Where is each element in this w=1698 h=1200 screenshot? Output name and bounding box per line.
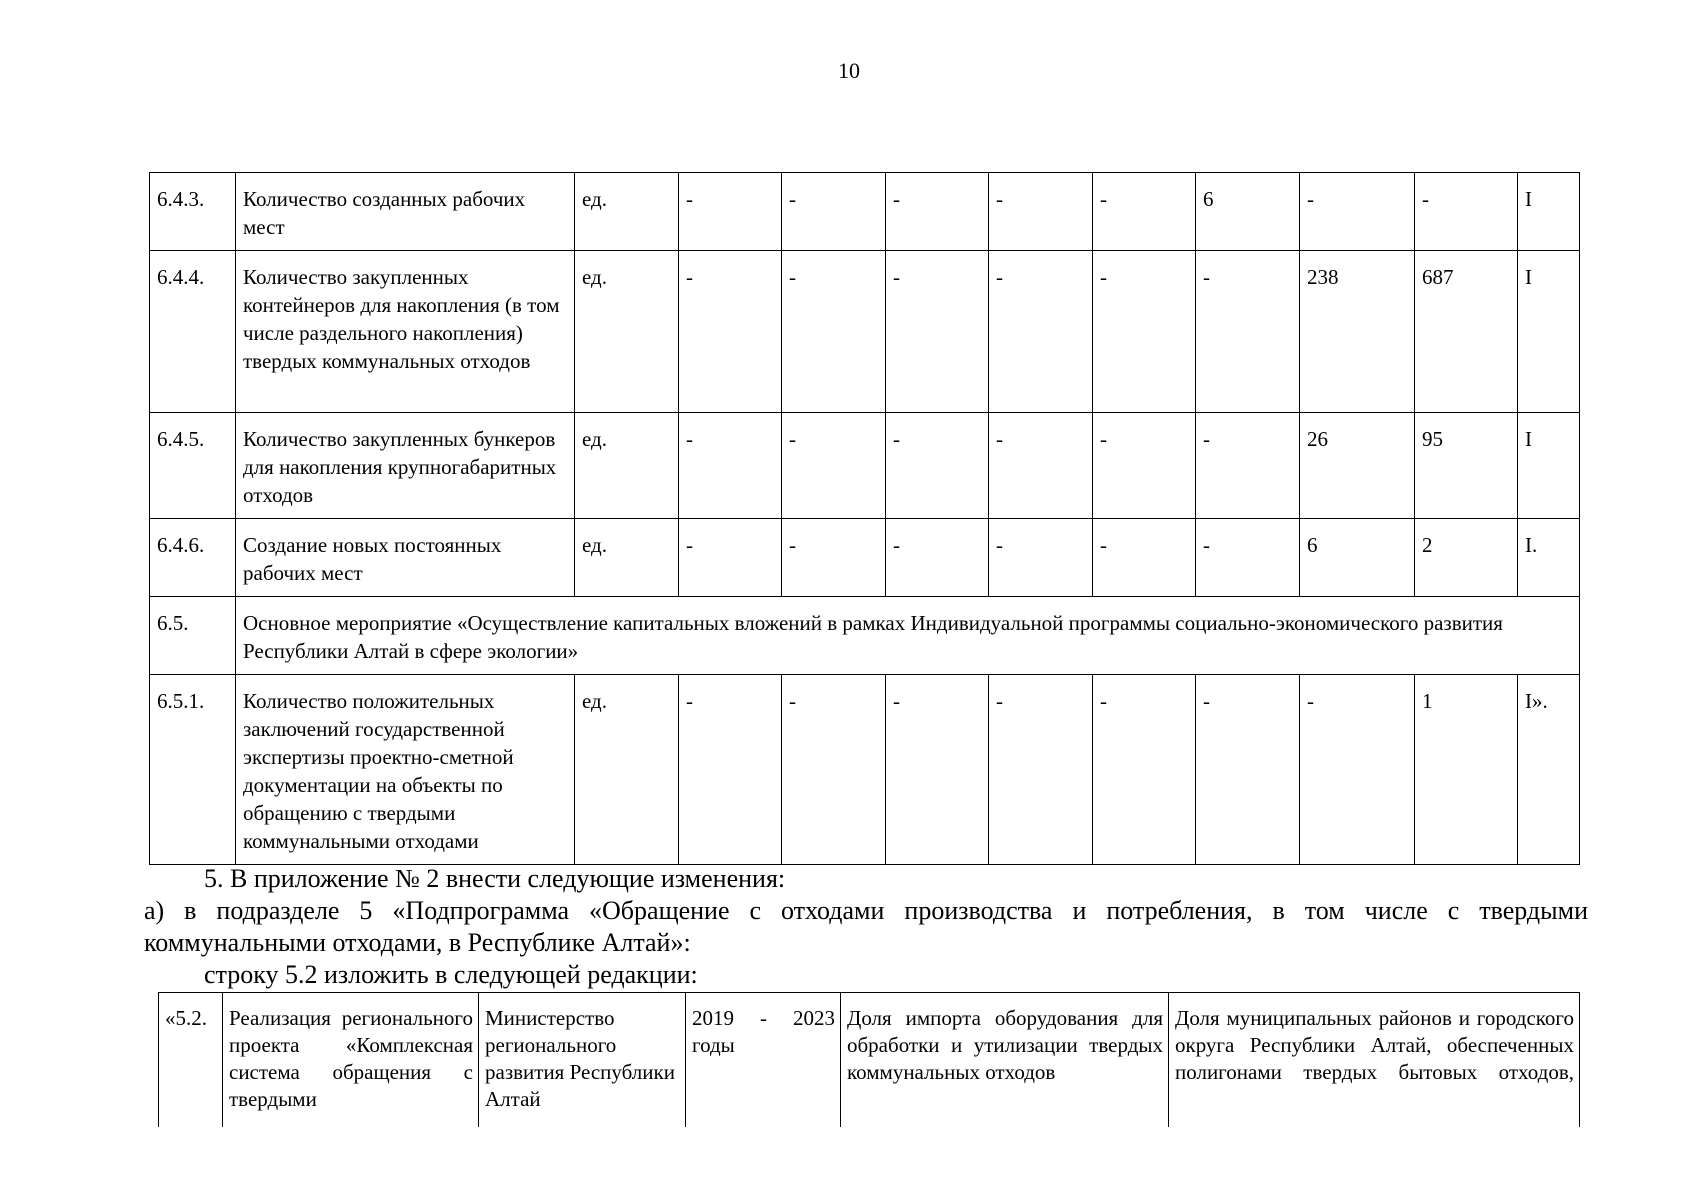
event-name-cell (223, 993, 479, 1127)
value-cell: - (1093, 675, 1196, 865)
table-row (150, 675, 1580, 865)
value-cell: - (679, 675, 782, 865)
row-number: 6.5. (150, 597, 236, 675)
row-number: 6.4.6. (150, 519, 236, 597)
event-name: Реализация регионального проекта «Комплексная система обращения с твердыми (229, 1006, 473, 1111)
value-cell: - (886, 173, 989, 251)
value-cell: I (1518, 173, 1580, 251)
value-cell: - (886, 413, 989, 519)
section-row (150, 597, 1580, 675)
value-cell: - (782, 675, 886, 865)
table-row (150, 251, 1580, 413)
value-cell: - (1093, 173, 1196, 251)
value-cell: I. (1518, 519, 1580, 597)
indicator-name: Количество закупленных контейнеров для накопления (в том числе раздельного накопления) твердых коммунальных отходов (236, 251, 575, 413)
paragraph-row-instruction: строку 5.2 изложить в следующей редакции: (204, 960, 698, 989)
value-cell: - (782, 413, 886, 519)
section-title: Основное мероприятие «Осуществление капитальных вложений в рамках Индивидуальной программы социально-экономического развития Республики Алтай в сфере экологии» (236, 597, 1580, 675)
subprogram-table (158, 992, 1580, 1127)
value-cell: - (989, 173, 1093, 251)
value-cell: I (1518, 413, 1580, 519)
indicator-name: Создание новых постоянных рабочих мест (236, 519, 575, 597)
value-cell: - (1196, 519, 1300, 597)
value-cell: 238 (1300, 251, 1415, 413)
value-cell: - (1196, 251, 1300, 413)
value-cell: - (1300, 173, 1415, 251)
value-cell: - (1196, 675, 1300, 865)
value-cell: - (989, 675, 1093, 865)
value-cell: - (782, 251, 886, 413)
page-number: 10 (838, 58, 860, 83)
indicator-1-cell (841, 993, 1169, 1127)
value-cell: - (886, 519, 989, 597)
value-cell: I (1518, 251, 1580, 413)
row-number: «5.2. (159, 993, 223, 1127)
value-cell: - (886, 251, 989, 413)
value-cell: - (679, 173, 782, 251)
value-cell: 6 (1196, 173, 1300, 251)
value-cell: 6 (1300, 519, 1415, 597)
period-cell (686, 993, 841, 1127)
period: 2019 - 2023 годы (692, 1006, 835, 1057)
indicator-name: Количество созданных рабочих мест (236, 173, 575, 251)
ministry-cell: Министерство регионального развития Республики Алтай (479, 993, 686, 1127)
indicator-2-cell (1169, 993, 1580, 1127)
value-cell: 26 (1300, 413, 1415, 519)
value-cell: - (1300, 675, 1415, 865)
row-number: 6.4.5. (150, 413, 236, 519)
row-number: 6.4.3. (150, 173, 236, 251)
value-cell: - (1415, 173, 1518, 251)
indicators-table (149, 172, 1580, 865)
row-number: 6.4.4. (150, 251, 236, 413)
indicator-name: Количество закупленных бункеров для накопления крупногабаритных отходов (236, 413, 575, 519)
row-number: 6.5.1. (150, 675, 236, 865)
value-cell: - (782, 173, 886, 251)
unit-cell: ед. (575, 173, 679, 251)
value-cell: - (1093, 251, 1196, 413)
value-cell: - (679, 519, 782, 597)
paragraph-5: 5. В приложение № 2 внести следующие изменения: (204, 864, 786, 893)
table-row (150, 519, 1580, 597)
table-row (150, 173, 1580, 251)
paragraph-a-line1: а) в подразделе 5 «Подпрограмма «Обращение с отходами производства и потребления, в том числе с твердыми (144, 896, 1588, 925)
value-cell: - (679, 413, 782, 519)
value-cell: - (1196, 413, 1300, 519)
value-cell: - (989, 413, 1093, 519)
unit-cell: ед. (575, 675, 679, 865)
value-cell: 2 (1415, 519, 1518, 597)
value-cell: I». (1518, 675, 1580, 865)
value-cell: - (886, 675, 989, 865)
value-cell: - (1093, 413, 1196, 519)
value-cell: - (782, 519, 886, 597)
indicator-name: Количество положительных заключений государственной экспертизы проектно-сметной документации на объекты по обращению с твердыми коммунальными отходами (236, 675, 575, 865)
unit-cell: ед. (575, 413, 679, 519)
value-cell: 1 (1415, 675, 1518, 865)
paragraph-a-line2: коммунальными отходами, в Республике Алтай»: (144, 928, 691, 957)
value-cell: 687 (1415, 251, 1518, 413)
table-row (159, 993, 1580, 1127)
value-cell: - (989, 251, 1093, 413)
table-row (150, 413, 1580, 519)
value-cell: - (1093, 519, 1196, 597)
indicator-1: Доля импорта оборудования для обработки и утилизации твердых коммунальных отходов (847, 1006, 1163, 1084)
value-cell: - (679, 251, 782, 413)
indicator-2: Доля муниципальных районов и городского округа Республики Алтай, обеспеченных полигонами твердых бытовых отходов, (1175, 1006, 1574, 1084)
value-cell: 95 (1415, 413, 1518, 519)
unit-cell: ед. (575, 519, 679, 597)
value-cell: - (989, 519, 1093, 597)
unit-cell: ед. (575, 251, 679, 413)
